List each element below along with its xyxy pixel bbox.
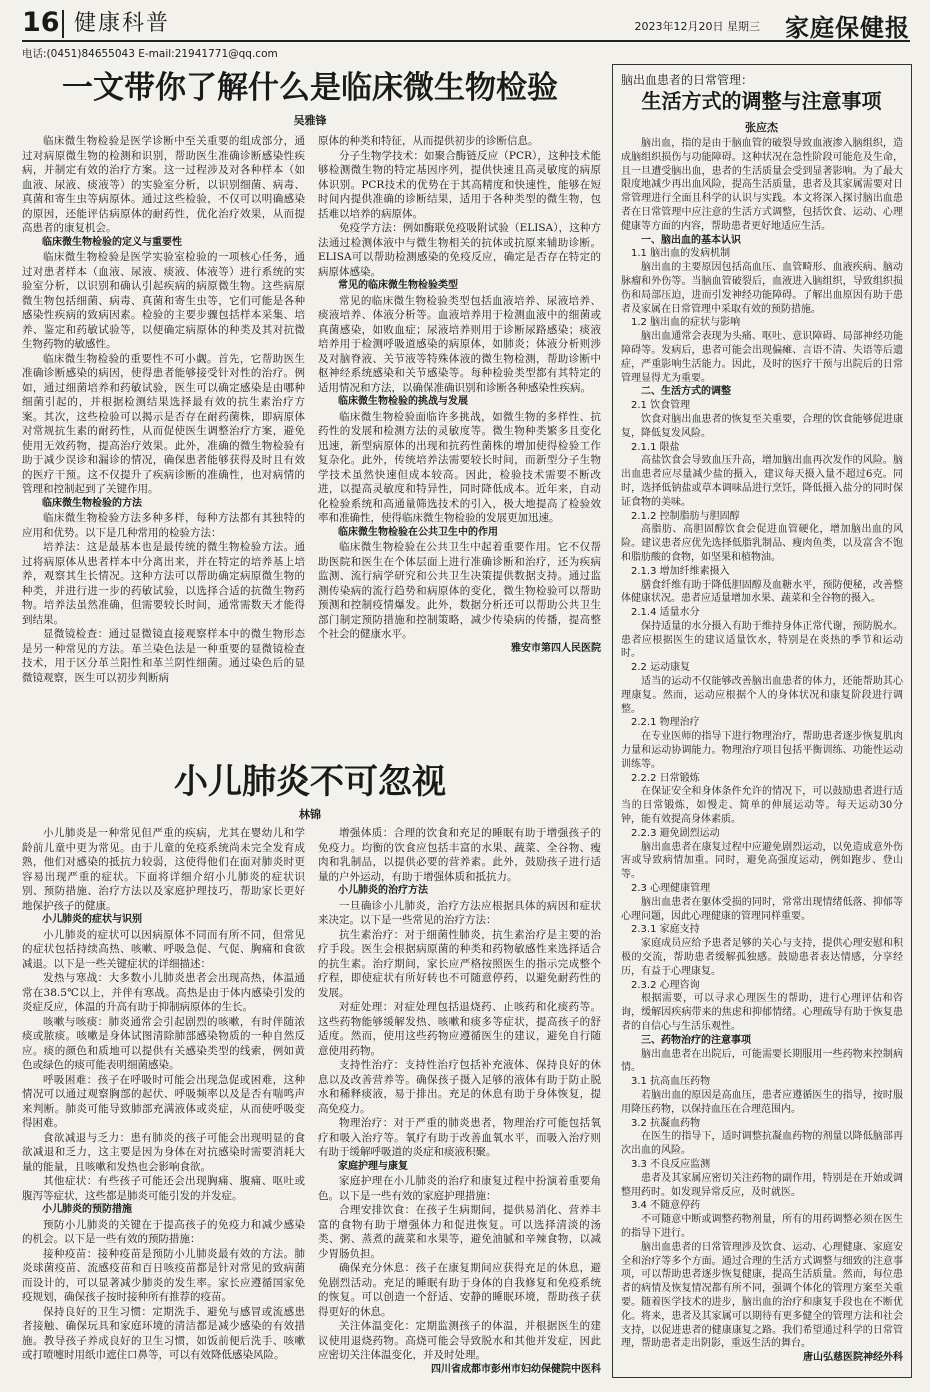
paragraph: 临床微生物检验是医学实验室检验的一项核心任务，通过对患者样本（血液、尿液、痰液、体液等）进行系统的实验室分析，以识别和确认引起疾病的病原微生物。这些病原微生物包括细菌、病毒、真菌和寄生虫等，它们可能是各种感染性疾病的致病因素。检验的主要步骤包括样本采集、培养、鉴定和药敏试验等，以便确定病原体的种类及其对抗微生物药物的敏感性。	[22, 251, 305, 350]
paragraph: 脑出血患者在出院后，可能需要长期服用一些药物来控制病情。	[621, 1048, 903, 1074]
paragraph: 发热与寒战：大多数小儿肺炎患者会出现高热，体温通常在38.5℃以上，并伴有寒战。高热是由于体内感染引发的炎症反应，体温的升高有助于抑制病原体的生长。	[22, 972, 305, 1013]
paragraph: 脑出血的主要原因包括高血压、血管畸形、血液疾病、脑动脉瘤和外伤等。当脑血管破裂后，血液进入脑组织，导致组织损伤和局部压迫，进而引发神经功能障碍。了解出血原因有助于患者及家属在日常管理中采取有效的预防措施。	[621, 262, 903, 315]
paragraph: 呼吸困难：孩子在呼吸时可能会出现急促或困难，这种情况可以通过观察胸部的起伏、呼吸频率以及是否有喘鸣声来判断。肺炎可能导致肺部充满液体或炎症，从而使呼吸变得困难。	[22, 1073, 305, 1129]
paragraph: 保持适量的水分摄入有助于维持身体正常代谢，预防脱水。患者应根据医生的建议适量饮水，特别是在炎热的季节和运动时。	[621, 620, 903, 660]
paragraph: 临床微生物检验方法多种多样，每种方法都有其独特的应用和优势。以下是几种常用的检验方法：	[22, 512, 305, 539]
subheading: 2.1.2 控制脂肪与胆固醇	[631, 510, 740, 522]
paragraph: 支持性治疗：支持性治疗包括补充液体、保持良好的休息以及改善营养等。确保孩子摄入足够的液体有助于防止脱水和稀释痰液，易于排出。充足的休息有助于身体恢复，提高免疫力。	[318, 1059, 601, 1115]
subheading: 2.3 心理健康管理	[631, 883, 711, 895]
paragraph: 对症处理：对症处理包括退烧药、止咳药和化痰药等。这些药物能够缓解发热、咳嗽和痰多等症状，提高孩子的舒适度。然而，使用这些药物应遵循医生的建议，避免自行随意使用药物。	[318, 1001, 601, 1057]
paragraph: 增强体质：合理的饮食和充足的睡眠有助于增强孩子的免疫力。均衡的饮食应包括丰富的水果、蔬菜、全谷物、瘦肉和乳制品，以提供必要的营养素。此外，鼓励孩子进行适量的户外运动，有助于增强体质和抵抗力。	[318, 827, 601, 883]
paragraph: 患者及其家属应密切关注药物的副作用，特别是在开始或调整用药时。如发现异常反应，及时就医。	[621, 1172, 903, 1198]
subheading: 临床微生物检验的方法	[42, 497, 142, 509]
paragraph: 食欲减退与乏力：患有肺炎的孩子可能会出现明显的食欲减退和乏力，这主要是因为身体在对抗感染时需要消耗大量的能量，且咳嗽和发热也会影响食欲。	[22, 1131, 305, 1173]
subheading: 临床微生物检验在公共卫生中的作用	[338, 526, 498, 538]
paragraph: 饮食对脑出血患者的恢复至关重要，合理的饮食能够促进康复，降低复发风险。	[621, 413, 903, 439]
article1-column-2	[318, 134, 601, 746]
subheading: 2.2 运动康复	[631, 662, 691, 674]
subheading: 2.1.1 限盐	[631, 441, 680, 453]
article3-title: 生活方式的调整与注意事项	[641, 89, 882, 113]
author-affiliation: 雅安市第四人民医院	[511, 642, 601, 654]
section-name: 健康科普	[74, 11, 171, 36]
paragraph: 家庭护理在小儿肺炎的治疗和康复过程中扮演着重要角色。以下是一些有效的家庭护理措施：	[318, 1175, 601, 1202]
subheading: 2.2.3 避免剧烈运动	[631, 827, 720, 839]
article3-box	[612, 64, 912, 1378]
subheading: 3.3 不良反应监测	[631, 1158, 711, 1170]
paragraph: 根据需要，可以寻求心理医生的帮助，进行心理评估和咨询，缓解因疾病带来的焦虑和抑郁情绪。心理疏导有助于恢复患者的自信心与生活乐观性。	[621, 993, 903, 1032]
contact-info: 电话:(0451)84655043 E-mail:21941771@qq.com	[22, 48, 278, 60]
paragraph: 确保充分休息：孩子在康复期间应获得充足的休息，避免剧烈活动。充足的睡眠有助于身体的自我修复和免疫系统的恢复。可以创造一个舒适、安静的睡眠环境，帮助孩子获得更好的休息。	[318, 1262, 601, 1318]
paragraph: 临床微生物检验面临许多挑战，如微生物的多样性、抗药性的发展和检测方法的灵敏度等。微生物种类繁多且变化迅速，新型病原体的出现和抗药性菌株的增加使得检验工作复杂化。此外，传统培养法需要较长时间，而新型分子生物学技术虽然快速但成本较高。因此，检验技术需要不断改进，以提高灵敏度和特异性，同时降低成本。近年来，自动化检验系统和高通量筛选技术的引入，极大地提高了检验效率和准确性，使得临床微生物检验的发展更加迅速。	[318, 410, 601, 524]
paragraph: 在医生的指导下，适时调整抗凝血药物的剂量以降低脑部再次出血的风险。	[621, 1131, 903, 1157]
paragraph: 咳嗽与咳痰：肺炎通常会引起剧烈的咳嗽，有时伴随浓痰或脓痰。咳嗽是身体试图清除肺部感染物质的一种自然反应。痰的颜色和质地可以提供有关感染类型的线索，例如黄色或绿色的痰可能表明细菌感染。	[22, 1015, 305, 1071]
page-header	[22, 6, 910, 42]
subheading: 三、药物治疗的注意事项	[641, 1034, 751, 1046]
paragraph: 家庭成员应给予患者足够的关心与支持，提供心理安慰和积极的交流，帮助患者缓解孤独感。鼓励患者表达情感，分享经历，有益于心理康复。	[621, 938, 903, 977]
paragraph: 原体的种类和特征，从而提供初步的诊断信息。	[318, 135, 539, 147]
paragraph: 适当的运动不仅能够改善脑出血患者的体力，还能帮助其心理康复。然而，运动应根据个人的身体状况和康复阶段进行调整。	[621, 676, 903, 715]
subheading: 1.2 脑出血的症状与影响	[631, 317, 741, 329]
paragraph: 脑出血患者的日常管理涉及饮食、运动、心理健康、家庭安全和治疗等多个方面。通过合理的生活方式调整与细致的注意事项，可以帮助患者逐步恢复健康，提高生活质量。然而，每位患者的病情及恢复情况都有所不同，强调个体化的管理方案至关重要。随着医学技术的进步，脑出血的治疗和康复手段也在不断优化。将来，患者及其家属可以期待有更多健全的管理方法和社会支持，以促进患者的健康康复之路。我们希望通过科学的日常管理，帮助患者走出阴影，重返生活的舞台。	[621, 1241, 903, 1350]
paragraph: 脑出血，指的是由于脑血管的破裂导致血液渗入脑组织，造成脑组织损伤与功能障碍。这种状况在急性阶段可能危及生命，且一旦遭受脑出血，患者的生活质量会受到显著影响。为了最大限度地减少再出血风险，提高生活质量，患者及其家属需要对日常管理进行全面且科学的认识与实践。本文将深入探讨脑出血患者在日常管理中应注意的生活方式调整，包括饮食、运动、心理健康等方面的内容，帮助患者更好地适应生活。	[621, 138, 903, 232]
subheading: 2.2.2 日常锻炼	[631, 772, 700, 784]
author-affiliation: 四川省成都市彭州市妇幼保健院中医科	[431, 1363, 601, 1375]
subheading: 临床微生物检验的挑战与发展	[338, 396, 468, 407]
article1-column-1	[22, 134, 305, 750]
paragraph: 培养法：这是最基本也是最传统的微生物检验方法。通过将病原体从患者样本中分离出来，并在特定的培养基上培养，观察其生长情况。这种方法可以帮助确定病原微生物的种类，并进行进一步的药敏试验，以选择合适的抗微生物药物。培养法虽然准确，但需要较长时间，通常需数天才能得到结果。	[22, 541, 305, 626]
paragraph: 关注体温变化：定期监测孩子的体温，并根据医生的建议使用退烧药物。高烧可能会导致脱水和其他并发症，因此应密切关注体温变化，并及时处理。	[318, 1320, 601, 1361]
subheading: 1.1 脑出血的发病机制	[631, 248, 731, 260]
header-divider	[62, 10, 64, 38]
subheading: 2.2.1 物理治疗	[631, 717, 700, 729]
article2-title: 小儿肺炎不可忽视	[174, 762, 446, 802]
paragraph: 合理安排饮食：在孩子生病期间，提供易消化、营养丰富的食物有助于增强体力和促进恢复。可以选择清淡的汤类、粥、蒸煮的蔬菜和水果等，避免油腻和辛辣食物，以减少胃肠负担。	[318, 1204, 601, 1260]
paragraph: 脑出血通常会表现为头痛、呕吐、意识障碍、局部神经功能障碍等。发病后，患者可能会出现偏瘫、言语不清、失语等后遗症，严重影响生活能力。因此，及时的医疗干预与出院后的日常管理显得尤为重要。	[621, 331, 903, 384]
article2-author: 林锦	[299, 808, 321, 821]
author-affiliation: 唐山弘慈医院神经外科	[803, 1352, 903, 1364]
paragraph: 预防小儿肺炎的关键在于提高孩子的免疫力和减少感染的机会。以下是一些有效的预防措施：	[22, 1218, 305, 1245]
paragraph: 若脑出血的原因是高血压，患者应遵循医生的指导，按时服用降压药物，以保持血压在合理范围内。	[621, 1089, 903, 1115]
paragraph: 小儿肺炎是一种常见但严重的疾病，尤其在婴幼儿和学龄前儿童中更为常见。由于儿童的免疫系统尚未完全发育成熟，他们对感染的抵抗力较弱，这使得他们在面对肺炎时更容易出现严重的症状。下面将详细介绍小儿肺炎的症状识别、预防措施、治疗方法以及家庭护理技巧，帮助家长更好地保护孩子的健康。	[22, 827, 305, 912]
subheading: 小儿肺炎的症状与识别	[42, 914, 142, 925]
paragraph: 在专业医师的指导下进行物理治疗，帮助患者逐步恢复肌肉力量和运动协调能力。物理治疗项目包括平衡训练、功能性运动训练等。	[621, 731, 903, 770]
subheading: 二、生活方式的调整	[641, 386, 731, 398]
subheading: 2.3.1 家庭支持	[631, 924, 700, 936]
article1-author: 吴雅锋	[293, 114, 327, 127]
subheading: 常见的临床微生物检验类型	[338, 280, 458, 291]
paragraph: 物理治疗：对于严重的肺炎患者，物理治疗可能包括氧疗和吸入治疗等。氧疗有助于改善血氧水平，而吸入治疗则有助于缓解呼吸道的炎症和痰液积聚。	[318, 1117, 601, 1158]
paragraph: 小儿肺炎的症状可以因病原体不同而有所不同，但常见的症状包括持续高热、咳嗽、呼吸急促、气促、胸痛和食欲减退。以下是一些关键症状的详细描述：	[22, 928, 305, 970]
paragraph: 脑出血患者在躯体受损的同时，常常出现情绪低落、抑郁等心理问题，因此心理健康的管理同样重要。	[621, 896, 903, 922]
subheading: 2.1.4 适量水分	[631, 607, 700, 619]
issue-date: 2023年12月20日 星期三	[634, 20, 760, 33]
article3-body	[621, 137, 903, 1371]
paragraph: 抗生素治疗：对于细菌性肺炎，抗生素治疗是主要的治疗手段。医生会根据病原菌的种类和药物敏感性来选择适合的抗生素。治疗期间，家长应严格按照医生的指示完成整个疗程，即使症状有所好转也不可随意停药，以避免耐药性的发展。	[318, 928, 601, 999]
page-number: 16	[22, 7, 60, 38]
article3-author: 张应杰	[745, 121, 778, 134]
paragraph: 其他症状：有些孩子可能还会出现胸痛、腹痛、呕吐或腹泻等症状，这些都是肺炎可能引发的并发症。	[22, 1175, 305, 1202]
subheading: 3.2 抗凝血药物	[631, 1117, 701, 1129]
paragraph: 脑出血患者在康复过程中应避免剧烈运动，以免造成意外伤害或导致病情加重。同时，避免高强度运动，例如跑步、登山等。	[621, 841, 903, 881]
paragraph: 膳食纤维有助于降低胆固醇及血糖水平，预防便秘，改善整体健康状况。患者应适量增加水果、蔬菜和全谷物的摄入。	[621, 579, 903, 605]
paragraph: 显微镜检查：通过显微镜直接观察样本中的微生物形态是另一种常见的方法。革兰染色法是一种重要的显微镜检查技术，用于区分革兰阳性和革兰阴性细菌。通过染色后的显微镜观察，医生可以初步判断病	[22, 628, 305, 684]
paragraph: 临床微生物检验是医学诊断中至关重要的组成部分，通过对病原微生物的检测和识别，帮助医生准确诊断感染性疾病，并制定有效的治疗方案。这一过程涉及对各种样本（如血液、尿液、痰液等）的实验室分析，以识别细菌、病毒、真菌和寄生虫等病原体。通过这些检验，不仅可以明确感染的原因，还能评估病原体的耐药性，优化治疗效果，从而提高患者的康复机会。	[22, 135, 305, 234]
paragraph: 在保证安全和身体条件允许的情况下，可以鼓励患者进行适当的日常锻炼，如慢走、简单的伸展运动等。每天运动30分钟，能有效提高身体素质。	[621, 786, 903, 826]
article3-kicker: 脑出血患者的日常管理：	[621, 73, 754, 87]
subheading: 2.1.3 增加纤维素摄入	[631, 565, 730, 577]
article2-column-1	[22, 826, 305, 1382]
subheading: 2.1 饮食管理	[631, 400, 691, 412]
subheading: 小儿肺炎的预防措施	[42, 1204, 132, 1215]
paragraph: 临床微生物检验在公共卫生中起着重要作用。它不仅帮助医院和医生在个体层面上进行准确诊断和治疗，还为疾病监测、流行病学研究和公共卫生决策提供数据支持。通过监测传染病的流行趋势和病原体的变化，微生物检验可以帮助预测和控制疫情爆发。此外，数据分析还可以帮助公共卫生部门制定预防措施和控制策略，减少传染病的传播，提高整个社会的健康水平。	[318, 541, 601, 640]
subheading: 3.1 抗高血压药物	[631, 1076, 711, 1088]
subheading: 家庭护理与康复	[338, 1160, 408, 1172]
subheading: 一、脑出血的基本认识	[641, 234, 741, 246]
paragraph: 一旦确诊小儿肺炎，治疗方法应根据具体的病因和症状来决定。以下是一些常见的治疗方法：	[318, 899, 601, 926]
subheading: 小儿肺炎的治疗方法	[338, 885, 428, 896]
subheading: 临床微生物检验的定义与重要性	[42, 236, 182, 248]
paragraph: 高脂肪、高胆固醇饮食会促进血管硬化，增加脑出血的风险。建议患者应优先选择低脂乳制品、瘦肉鱼类，以及富含不饱和脂肪酸的食物，如坚果和植物油。	[621, 524, 903, 563]
paragraph: 分子生物学技术：如聚合酶链反应（PCR），这种技术能够检测微生物的特定基因序列，提供快速且高灵敏度的病原体识别。PCR技术的优势在于其高精度和快速性，能够在短时间内提供准确的诊断结果，适用于各种类型的微生物，包括难以培养的病原体。	[318, 149, 601, 220]
paragraph: 高盐饮食会导致血压升高，增加脑出血再次发作的风险。脑出血患者应尽量减少盐的摄入，建议每天摄入量不超过6克。同时，选择低钠盐或草本调味品进行烹饪，降低摄入盐分的同时保证食物的美味。	[621, 455, 903, 508]
subheading: 3.4 不随意停药	[631, 1200, 701, 1212]
paragraph: 接种疫苗：接种疫苗是预防小儿肺炎最有效的方法。肺炎球菌疫苗、流感疫苗和百日咳疫苗都是针对常见的致病菌而设计的，可以显著减少肺炎的发生率。家长应遵循国家免疫规划，确保孩子按时接种所有推荐的疫苗。	[22, 1247, 305, 1303]
paragraph: 不可随意中断或调整药物剂量，所有的用药调整必须在医生的指导下进行。	[621, 1214, 903, 1239]
paragraph: 临床微生物检验的重要性不可小觑。首先，它帮助医生准确诊断感染的病因，使得患者能够接受针对性的治疗。例如，通过细菌培养和药敏试验，医生可以确定感染是由哪种细菌引起的，并根据检测结果选择最有效的抗生素治疗方案。其次，这些检验可以揭示是否存在耐药菌株，即病原体对常规抗生素的耐药性，从而促使医生调整治疗方案，避免使用无效药物，提高治疗效果。此外，准确的微生物检验有助于减少误诊和漏诊的情况，确保患者能够获得及时且有效的医疗干预。这不仅提升了疾病诊断的准确性，也对病情的管理和控制起到了关键作用。	[22, 352, 305, 495]
subheading: 2.3.2 心理咨询	[631, 979, 700, 991]
article1-title: 一文带你了解什么是临床微生物检验	[62, 70, 558, 106]
article2-column-2	[318, 826, 601, 1382]
paragraph: 常见的临床微生物检验类型包括血液培养、尿液培养、痰液培养、体液分析等。血液培养用于检测血液中的细菌或真菌感染，如败血症；尿液培养则用于诊断尿路感染；痰液培养用于检测呼吸道感染的病原体，如肺炎；体液分析则涉及对脑脊液、关节液等特殊体液的微生物检测，帮助诊断中枢神经系统感染和关节感染等。每种检验类型都有其特定的适用情况和方法，以确保准确识别和诊断各种感染性疾病。	[318, 294, 601, 394]
paragraph: 保持良好的卫生习惯：定期洗手、避免与感冒或流感患者接触、确保玩具和家庭环境的清洁都是减少感染的有效措施。教导孩子养成良好的卫生习惯，如饭前便后洗手、咳嗽或打喷嚏时用纸巾遮住口鼻等，可以有效降低感染风险。	[22, 1305, 305, 1361]
newspaper-name: 家庭保健报	[785, 14, 910, 42]
paragraph: 免疫学方法：例如酶联免疫吸附试验（ELISA），这种方法通过检测体液中与微生物相关的抗体或抗原来辅助诊断。ELISA可以帮助检测感染的免疫反应，确定是否存在特定的病原体感染。	[318, 222, 601, 278]
